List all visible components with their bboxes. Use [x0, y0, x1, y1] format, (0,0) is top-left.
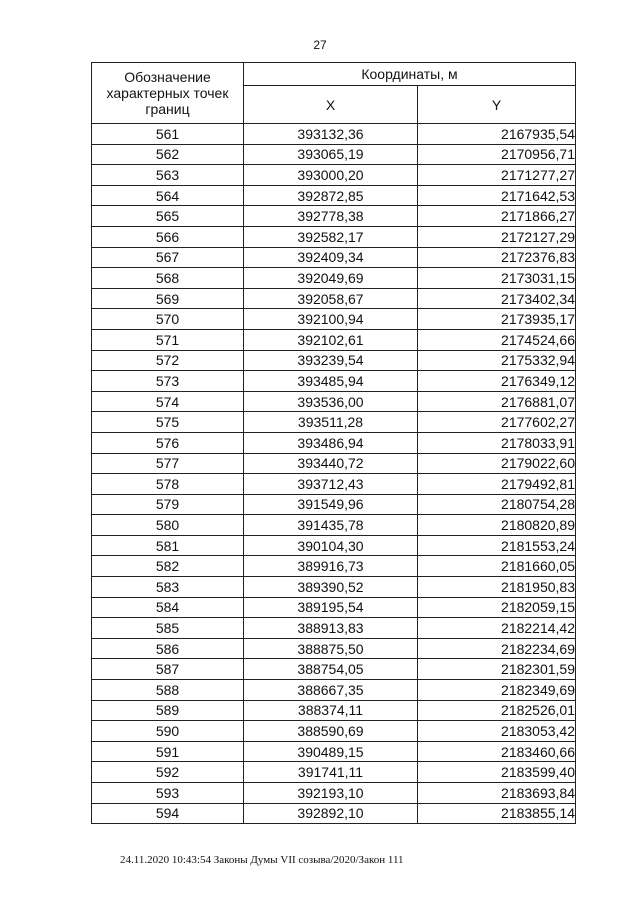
point-id-cell: 589: [92, 700, 244, 721]
table-row: [92, 577, 576, 598]
table-row: [92, 453, 576, 474]
x-coordinate-cell: 393000,20: [244, 165, 418, 186]
y-coordinate-cell: 2171866,27: [418, 206, 576, 227]
y-coordinate-cell: 2179492,81: [418, 474, 576, 495]
x-coordinate-cell: 388590,69: [244, 721, 418, 742]
point-id-cell: 579: [92, 494, 244, 515]
table-row: [92, 474, 576, 495]
x-coordinate-cell: 393485,94: [244, 371, 418, 392]
point-id-cell: 573: [92, 371, 244, 392]
point-id-cell: 582: [92, 556, 244, 577]
x-coordinate-cell: 392193,10: [244, 783, 418, 804]
page-number: 27: [313, 38, 327, 52]
x-coordinate-cell: 393536,00: [244, 391, 418, 412]
x-coordinate-cell: 392058,67: [244, 288, 418, 309]
footer-stamp: 24.11.2020 10:43:54 Законы Думы VII созыва/2020/Закон 111: [120, 854, 404, 866]
point-id-cell: 583: [92, 577, 244, 598]
y-coordinate-cell: 2182214,42: [418, 618, 576, 639]
y-coordinate-cell: 2175332,94: [418, 350, 576, 371]
point-id-cell: 563: [92, 165, 244, 186]
point-id-cell: 584: [92, 597, 244, 618]
point-id-cell: 570: [92, 309, 244, 330]
designation-header: Обозначение характерных точек границ: [92, 63, 244, 124]
point-id-cell: 564: [92, 185, 244, 206]
x-coordinate-cell: 389195,54: [244, 597, 418, 618]
x-coordinate-cell: 393712,43: [244, 474, 418, 495]
y-coordinate-cell: 2173935,17: [418, 309, 576, 330]
x-coordinate-cell: 392049,69: [244, 268, 418, 289]
point-id-cell: 562: [92, 144, 244, 165]
x-coordinate-cell: 393511,28: [244, 412, 418, 433]
x-coordinate-cell: 389916,73: [244, 556, 418, 577]
table-row: [92, 165, 576, 186]
x-coordinate-cell: 391435,78: [244, 515, 418, 536]
y-coordinate-cell: 2182234,69: [418, 638, 576, 659]
table-row: [92, 535, 576, 556]
x-coordinate-cell: 388667,35: [244, 680, 418, 701]
point-id-cell: 576: [92, 432, 244, 453]
table-row: [92, 206, 576, 227]
y-coordinate-cell: 2172127,29: [418, 226, 576, 247]
x-coordinate-cell: 391549,96: [244, 494, 418, 515]
table-row: [92, 721, 576, 742]
table-row: [92, 268, 576, 289]
x-coordinate-cell: 393486,94: [244, 432, 418, 453]
x-coordinate-cell: 392872,85: [244, 185, 418, 206]
point-id-cell: 588: [92, 680, 244, 701]
table-row: [92, 185, 576, 206]
y-coordinate-cell: 2173402,34: [418, 288, 576, 309]
point-id-cell: 577: [92, 453, 244, 474]
y-coordinate-cell: 2181553,24: [418, 535, 576, 556]
point-id-cell: 585: [92, 618, 244, 639]
point-id-cell: 592: [92, 762, 244, 783]
y-coordinate-cell: 2180754,28: [418, 494, 576, 515]
point-id-cell: 566: [92, 226, 244, 247]
x-coordinate-cell: 390104,30: [244, 535, 418, 556]
table-row: [92, 494, 576, 515]
x-coordinate-cell: 390489,15: [244, 741, 418, 762]
y-column-header: Y: [418, 86, 576, 124]
y-coordinate-cell: 2178033,91: [418, 432, 576, 453]
point-id-cell: 580: [92, 515, 244, 536]
point-id-cell: 561: [92, 124, 244, 145]
y-coordinate-cell: 2182301,59: [418, 659, 576, 680]
y-coordinate-cell: 2174524,66: [418, 329, 576, 350]
y-coordinate-cell: 2182526,01: [418, 700, 576, 721]
y-coordinate-cell: 2176881,07: [418, 391, 576, 412]
y-coordinate-cell: 2182059,15: [418, 597, 576, 618]
y-coordinate-cell: 2167935,54: [418, 124, 576, 145]
table-header: [92, 63, 576, 124]
point-id-cell: 571: [92, 329, 244, 350]
table-row: [92, 762, 576, 783]
point-id-cell: 591: [92, 741, 244, 762]
table-row: [92, 226, 576, 247]
table-row: [92, 350, 576, 371]
point-id-cell: 581: [92, 535, 244, 556]
table-row: [92, 288, 576, 309]
table-row: [92, 803, 576, 824]
point-id-cell: 590: [92, 721, 244, 742]
x-coordinate-cell: 388913,83: [244, 618, 418, 639]
y-coordinate-cell: 2172376,83: [418, 247, 576, 268]
y-coordinate-cell: 2183460,66: [418, 741, 576, 762]
point-id-cell: 586: [92, 638, 244, 659]
point-id-cell: 565: [92, 206, 244, 227]
table-row: [92, 700, 576, 721]
table-row: [92, 329, 576, 350]
x-coordinate-cell: 392100,94: [244, 309, 418, 330]
table-row: [92, 556, 576, 577]
y-coordinate-cell: 2179022,60: [418, 453, 576, 474]
y-coordinate-cell: 2176349,12: [418, 371, 576, 392]
x-coordinate-cell: 392409,34: [244, 247, 418, 268]
table-row: [92, 618, 576, 639]
point-id-cell: 575: [92, 412, 244, 433]
y-coordinate-cell: 2177602,27: [418, 412, 576, 433]
table-row: [92, 741, 576, 762]
table-row: [92, 391, 576, 412]
table-row: [92, 659, 576, 680]
x-coordinate-cell: 392778,38: [244, 206, 418, 227]
point-id-cell: 569: [92, 288, 244, 309]
y-coordinate-cell: 2180820,89: [418, 515, 576, 536]
y-coordinate-cell: 2171642,53: [418, 185, 576, 206]
x-coordinate-cell: 393065,19: [244, 144, 418, 165]
table-row: [92, 638, 576, 659]
point-id-cell: 574: [92, 391, 244, 412]
y-coordinate-cell: 2181950,83: [418, 577, 576, 598]
y-coordinate-cell: 2183855,14: [418, 803, 576, 824]
coordinates-header: Координаты, м: [244, 63, 576, 86]
table-row: [92, 680, 576, 701]
table-row: [92, 515, 576, 536]
x-coordinate-cell: 391741,11: [244, 762, 418, 783]
point-id-cell: 568: [92, 268, 244, 289]
table-row: [92, 432, 576, 453]
point-id-cell: 587: [92, 659, 244, 680]
x-coordinate-cell: 393440,72: [244, 453, 418, 474]
table-row: [92, 144, 576, 165]
x-coordinate-cell: 392582,17: [244, 226, 418, 247]
point-id-cell: 572: [92, 350, 244, 371]
x-coordinate-cell: 392892,10: [244, 803, 418, 824]
table-row: [92, 124, 576, 145]
x-coordinate-cell: 393239,54: [244, 350, 418, 371]
table-row: [92, 309, 576, 330]
point-id-cell: 567: [92, 247, 244, 268]
y-coordinate-cell: 2183599,40: [418, 762, 576, 783]
x-coordinate-cell: 388754,05: [244, 659, 418, 680]
table-row: [92, 371, 576, 392]
y-coordinate-cell: 2183053,42: [418, 721, 576, 742]
x-column-header: X: [244, 86, 418, 124]
coordinates-table: [91, 62, 576, 824]
point-id-cell: 594: [92, 803, 244, 824]
table-row: [92, 597, 576, 618]
y-coordinate-cell: 2183693,84: [418, 783, 576, 804]
y-coordinate-cell: 2181660,05: [418, 556, 576, 577]
x-coordinate-cell: 389390,52: [244, 577, 418, 598]
point-id-cell: 578: [92, 474, 244, 495]
y-coordinate-cell: 2173031,15: [418, 268, 576, 289]
x-coordinate-cell: 392102,61: [244, 329, 418, 350]
table-body: [92, 124, 576, 824]
table-row: [92, 783, 576, 804]
x-coordinate-cell: 393132,36: [244, 124, 418, 145]
y-coordinate-cell: 2182349,69: [418, 680, 576, 701]
point-id-cell: 593: [92, 783, 244, 804]
y-coordinate-cell: 2170956,71: [418, 144, 576, 165]
table-row: [92, 412, 576, 433]
x-coordinate-cell: 388875,50: [244, 638, 418, 659]
x-coordinate-cell: 388374,11: [244, 700, 418, 721]
table-row: [92, 247, 576, 268]
y-coordinate-cell: 2171277,27: [418, 165, 576, 186]
